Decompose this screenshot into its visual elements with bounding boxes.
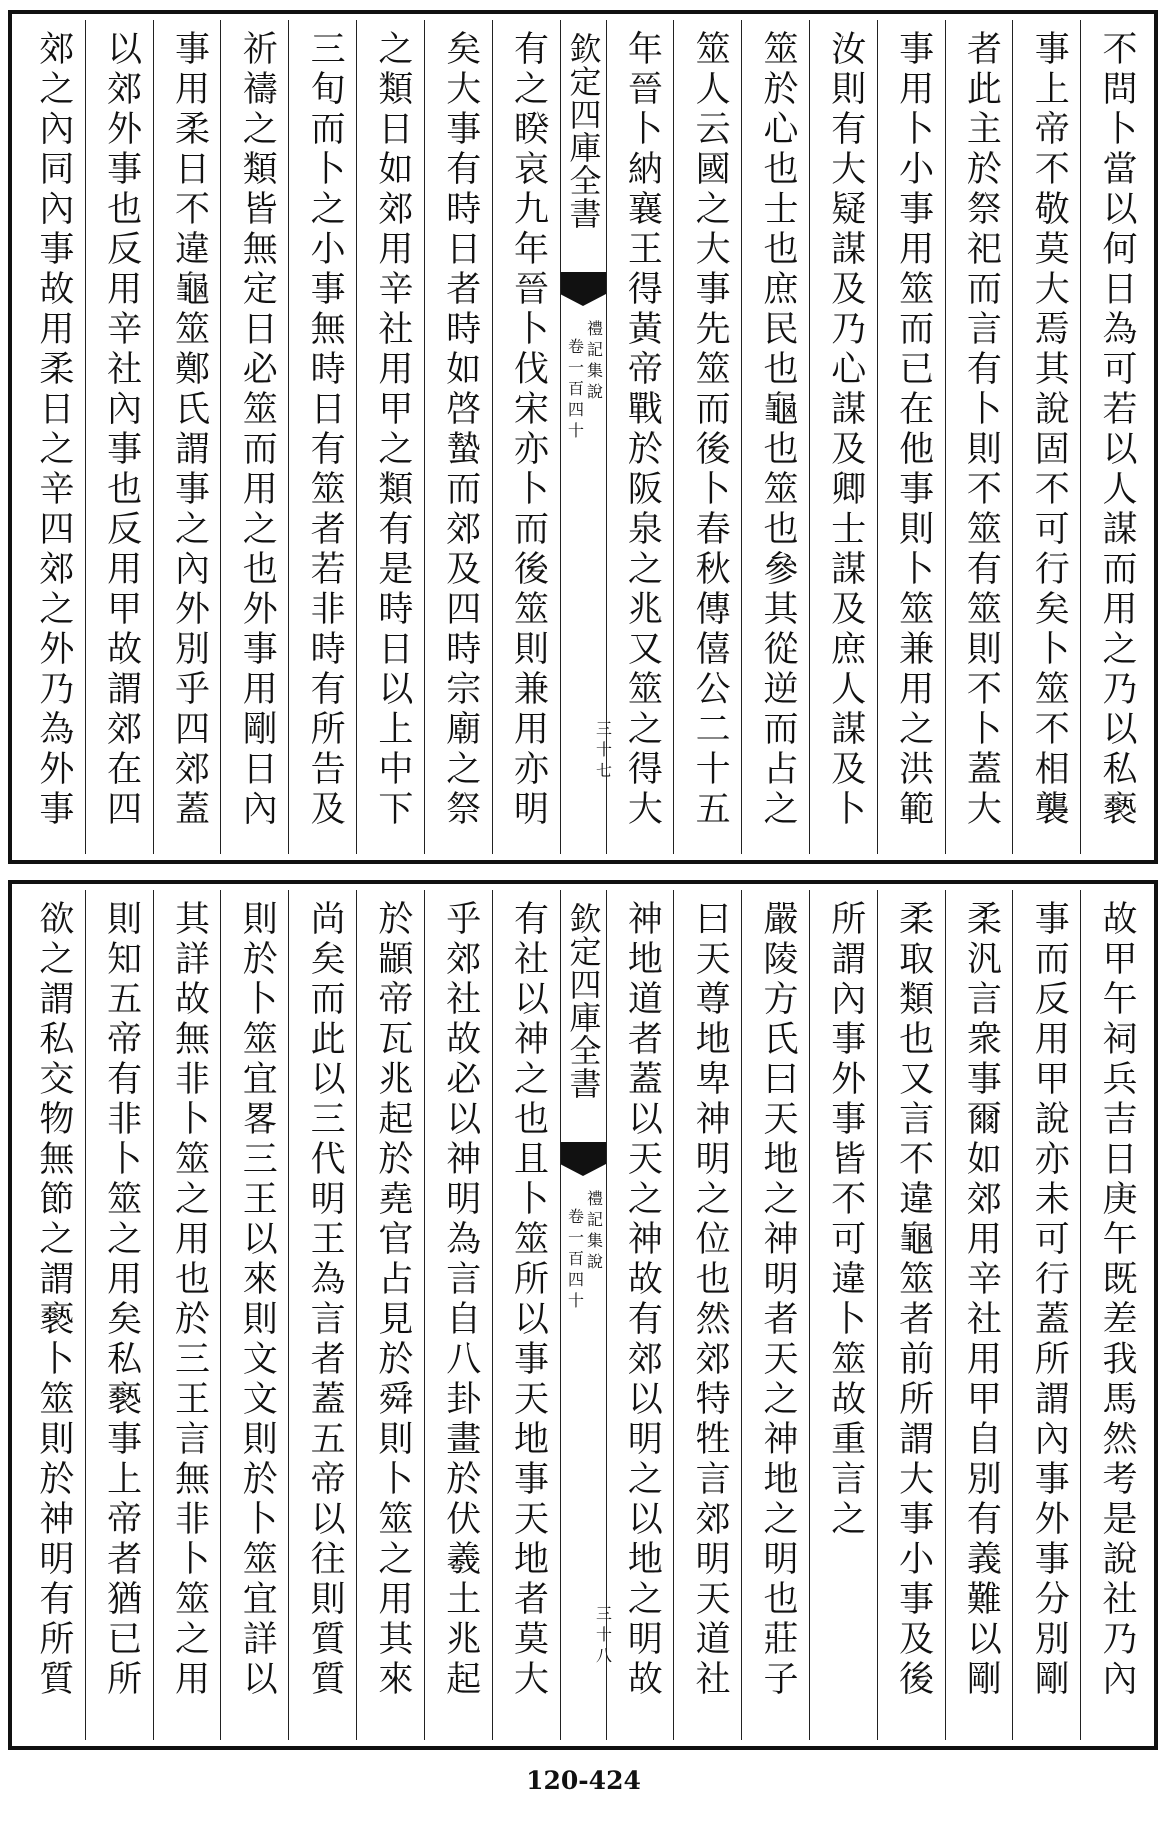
- text-column: 尚矣而此以三代明王為言者蓋五帝以往則質質: [288, 890, 356, 1740]
- text-column: 神地道者蓋以天之神故有郊以明之以地之明故: [606, 890, 674, 1740]
- text-column: 嚴陵方氏曰天地之神明者天之神地之明也莊子: [741, 890, 809, 1740]
- text-column: 有之睽哀九年晉卜伐宋亦卜而後筮則兼用亦明: [492, 20, 560, 854]
- volume-number: 卷一百四十: [565, 1208, 585, 1313]
- collection-title: 欽定四庫全書: [564, 32, 603, 230]
- page-number: 三十八: [593, 1605, 613, 1668]
- text-column: 之類日如郊用辛社用甲之類有是時日以上中下: [356, 20, 424, 854]
- text-column: 則於卜筮宜畧三王以來則文文則於卜筮宜詳以: [220, 890, 288, 1740]
- page-footer-number: 120-424: [526, 1766, 641, 1795]
- center-margin: [560, 20, 613, 854]
- text-column: 有社以神之也且卜筮所以事天地事天地者莫大: [492, 890, 560, 1740]
- text-column: 筮人云國之大事先筮而後卜春秋傳僖公二十五: [673, 20, 741, 854]
- fishtail-mark: [561, 272, 606, 294]
- text-column: 柔取類也又言不違龜筮者前所謂大事小事及後: [877, 890, 945, 1740]
- text-column: 年晉卜納襄王得黃帝戰於阪泉之兆又筮之得大: [606, 20, 674, 854]
- text-column: 所謂內事外事皆不可違卜筮故重言之: [809, 890, 877, 1740]
- text-column: 筮於心也士也庶民也龜也筮也參其從逆而占之: [741, 20, 809, 854]
- fishtail-mark: [561, 1142, 606, 1164]
- text-column: 事上帝不敬莫大焉其說固不可行矣卜筮不相襲: [1012, 20, 1080, 854]
- text-column: 三旬而卜之小事無時日有筮者若非時有所告及: [288, 20, 356, 854]
- text-column: 乎郊社故必以神明為言自八卦畫於伏羲土兆起: [424, 890, 492, 1740]
- collection-title: 欽定四庫全書: [564, 902, 603, 1100]
- text-column: 郊之內同內事故用柔日之辛四郊之外乃為外事: [33, 30, 74, 830]
- text-column: 則知五帝有非卜筮之用矣私褻事上帝者猶已所: [85, 890, 153, 1740]
- center-margin: [560, 890, 613, 1740]
- book-title: 禮記集說: [584, 1190, 604, 1274]
- text-column: 於顓帝瓦兆起於堯官占見於舜則卜筮之用其來: [356, 890, 424, 1740]
- text-column: 祈禱之類皆無定日必筮而用之也外事用剛日內: [220, 20, 288, 854]
- page-number: 三十七: [593, 720, 613, 783]
- text-column: 事用柔日不違龜筮鄭氏謂事之內外別乎四郊蓋: [153, 20, 221, 854]
- text-column: 汝則有大疑謀及乃心謀及卿士謀及庶人謀及卜: [809, 20, 877, 854]
- text-column: 柔汎言衆事爾如郊用辛社用甲自別有義難以剛: [945, 890, 1013, 1740]
- text-column: 事而反用甲說亦未可行蓋所謂內事外事分別剛: [1012, 890, 1080, 1740]
- top-columns: [18, 20, 1148, 854]
- text-column: 其詳故無非卜筮之用也於三王言無非卜筮之用: [153, 890, 221, 1740]
- text-column: 者此主於祭祀而言有卜則不筮有筮則不卜蓋大: [945, 20, 1013, 854]
- text-column: 以郊外事也反用辛社內事也反用甲故謂郊在四: [85, 20, 153, 854]
- bottom-columns: [18, 890, 1148, 1740]
- volume-number: 卷一百四十: [565, 338, 585, 443]
- text-column: 事用卜小事用筮而已在他事則卜筮兼用之洪範: [877, 20, 945, 854]
- text-column: 不問卜當以何日為可若以人謀而用之乃以私褻: [1080, 20, 1148, 854]
- text-column: 矣大事有時日者時如啓蟄而郊及四時宗廟之祭: [424, 20, 492, 854]
- top-page: [8, 10, 1158, 864]
- text-column: 故甲午祠兵吉日庚午既差我馬然考是說社乃內: [1080, 890, 1148, 1740]
- bottom-page: [8, 880, 1158, 1750]
- text-column: 欲之謂私交物無節之謂褻卜筮則於神明有所質: [33, 900, 74, 1700]
- text-column: 曰天尊地卑神明之位也然郊特牲言郊明天道社: [673, 890, 741, 1740]
- book-title: 禮記集說: [584, 320, 604, 404]
